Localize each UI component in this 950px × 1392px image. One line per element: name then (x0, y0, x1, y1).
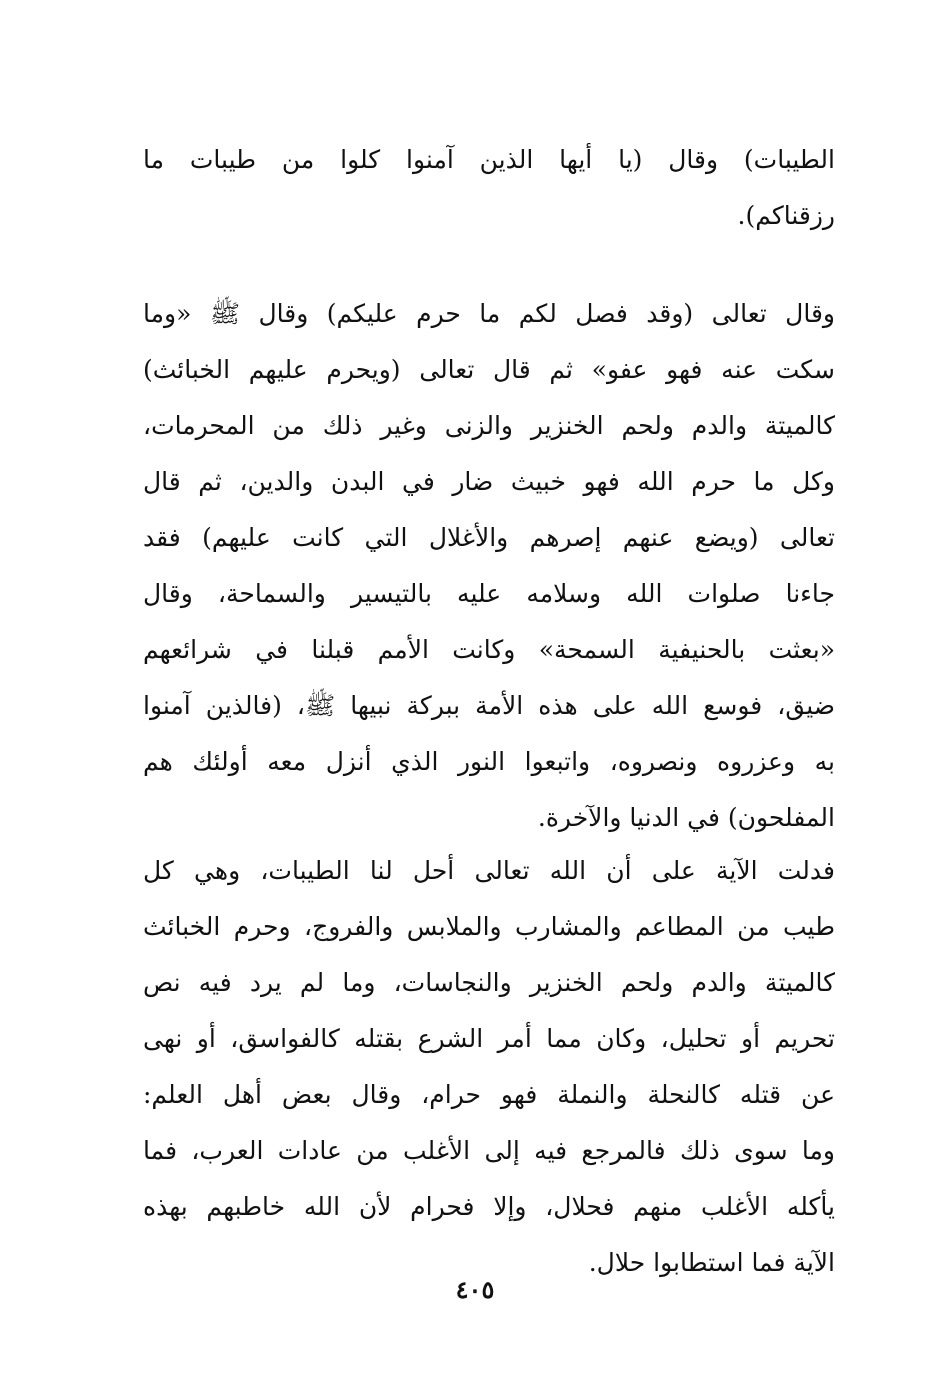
text-line: كالميتة والدم ولحم الخنزير والزنى وغير ذلك من المحرمات، (143, 411, 835, 440)
text-line: طيب من المطاعم والمشارب والملابس والفروج، وحرم الخبائث (143, 912, 835, 941)
text-line: عن قتله كالنحلة والنملة فهو حرام، وقال بعض أهل العلم: (143, 1080, 835, 1109)
text-line: رزقناكم). (737, 201, 835, 230)
text-line: تعالى (ويضع عنهم إصرهم والأغلال التي كانت عليهم) فقد (143, 523, 835, 552)
text-line: وكل ما حرم الله فهو خبيث ضار في البدن والدين، ثم قال (143, 467, 835, 496)
text-line: سكت عنه فهو عفو» ثم قال تعالى (ويحرم عليهم الخبائث) (143, 355, 835, 384)
text-line: يأكله الأغلب منهم فحلال، وإلا فحرام لأن الله خاطبهم بهذه (143, 1192, 835, 1221)
text-line: كالميتة والدم ولحم الخنزير والنجاسات، وما لم يرد فيه نص (143, 968, 835, 997)
paragraph (143, 132, 835, 244)
text-line: المفلحون) في الدنيا والآخرة. (537, 803, 835, 832)
text-line: به وعزروه ونصروه، واتبعوا النور الذي أنزل معه أولئك هم (143, 747, 835, 776)
text-line: الطيبات) وقال (يا أيها الذين آمنوا كلوا من طيبات ما (143, 145, 835, 174)
text-line: «بعثت بالحنيفية السمحة» وكانت الأمم قبلنا في شرائعهم (143, 635, 835, 664)
text-line: فدلت الآية على أن الله تعالى أحل لنا الطيبات، وهي كل (143, 856, 835, 885)
text-line: جاءنا صلوات الله وسلامه عليه بالتيسير والسماحة، وقال (143, 579, 835, 608)
text-line: وما سوى ذلك فالمرجع فيه إلى الأغلب من عادات العرب، فما (143, 1136, 835, 1165)
text-line: ضيق، فوسع الله على هذه الأمة ببركة نبيها ﷺ، (فالذين آمنوا (143, 691, 835, 720)
paragraph (143, 843, 835, 1291)
text-line: الآية فما استطابوا حلال. (588, 1248, 835, 1277)
page-number: ٤٠٥ (455, 1275, 495, 1304)
text-line: تحريم أو تحليل، وكان مما أمر الشرع بقتله كالفواسق، أو نهى (143, 1024, 835, 1053)
paragraph (143, 286, 835, 846)
text-line: وقال تعالى (وقد فصل لكم ما حرم عليكم) وقال ﷺ «وما (143, 299, 835, 328)
